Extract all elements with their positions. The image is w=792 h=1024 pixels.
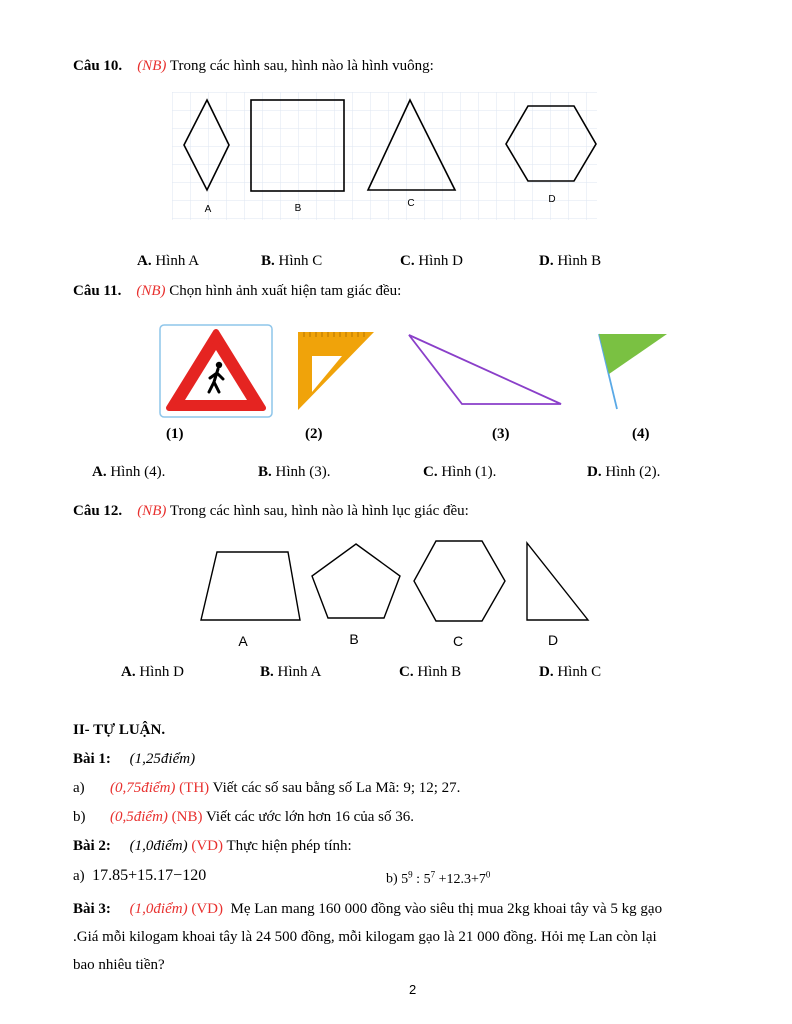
bai2-text: Thực hiện phép tính: xyxy=(226,838,352,854)
q10-level: (NB) xyxy=(137,58,167,74)
bai2-heading xyxy=(73,838,352,855)
q10-option-a[interactable]: A. Hình A xyxy=(137,253,200,269)
q11-fig-label-4: (4) xyxy=(632,426,650,442)
bai2-expression-a: 17.85+15.17−120 xyxy=(92,867,207,884)
q10-option-b[interactable]: B. Hình C xyxy=(261,253,323,269)
bai2-part-b: b) $5^9$ : $5^7 +12.3+7^0$ xyxy=(386,869,491,887)
regular-hexagon-shape xyxy=(414,541,505,621)
bai2-part-a: a) 17.85+15.17−120 xyxy=(73,867,207,884)
q12-label: Câu 12. xyxy=(73,503,123,519)
bai1-heading xyxy=(73,751,195,768)
q12-option-d[interactable]: D. Hình C xyxy=(539,664,602,680)
bai2-label: Bài 2: xyxy=(73,838,111,854)
q10-fig-label-a: A xyxy=(204,204,212,215)
q11-fig-label-3: (3) xyxy=(492,426,510,442)
bai3-level: (VD) xyxy=(191,901,223,917)
q10-text: Trong các hình sau, hình nào là hình vuông: xyxy=(169,58,434,74)
q11-fig-label-1: (1) xyxy=(166,426,184,442)
bai3-points: (1,0điểm) xyxy=(129,901,188,917)
q10-fig-label-c: C xyxy=(407,198,415,209)
page-number: 2 xyxy=(409,982,417,997)
bai3-line3: bao nhiêu tiền? xyxy=(73,957,165,973)
bai1-part-a-content: (0,75điểm) (TH) Viết các số sau bằng số La Mã: 9; 12; 27. xyxy=(110,780,461,796)
q12-fig-label-b: B xyxy=(349,631,359,647)
q11-option-b[interactable]: B. Hình (3). xyxy=(258,464,331,480)
bai1-part-a: a) xyxy=(73,780,85,796)
q12-fig-label-c: C xyxy=(452,633,464,649)
q10-option-c[interactable]: C. Hình D xyxy=(400,253,463,269)
q11-text: Chọn hình ảnh xuất hiện tam giác đều: xyxy=(169,283,402,299)
q12-figure xyxy=(200,538,600,658)
q12-level: (NB) xyxy=(137,503,167,519)
set-square-ruler-icon xyxy=(296,330,376,412)
section-heading: II- TỰ LUẬN. xyxy=(73,722,166,738)
q10-label: Câu 10. xyxy=(73,58,123,74)
q12-option-b[interactable]: B. Hình A xyxy=(260,664,322,680)
q10-heading xyxy=(73,58,434,75)
q12-heading xyxy=(73,503,469,520)
q12-fig-label-d: D xyxy=(547,632,559,648)
bai1-points: (1,25điểm) xyxy=(129,751,196,767)
right-triangle-shape xyxy=(527,543,588,620)
q12-fig-label-a: A xyxy=(238,633,248,649)
pentagon-shape xyxy=(312,544,400,618)
bai2-expression-b: $5^9$ : $5^7 +12.3+7^0$ xyxy=(401,869,491,887)
q11-heading xyxy=(73,283,401,300)
q10-figure xyxy=(172,92,602,222)
obtuse-triangle-shape xyxy=(406,332,566,412)
q11-option-d[interactable]: D. Hình (2). xyxy=(587,464,661,480)
q10-option-d[interactable]: D. Hình B xyxy=(539,253,602,269)
q10-fig-label-b: B xyxy=(294,203,302,214)
bai1-label: Bài 1: xyxy=(73,751,111,767)
trapezoid-shape xyxy=(201,552,300,620)
q10-fig-label-d: D xyxy=(548,194,556,205)
q11-option-a[interactable]: A. Hình (4). xyxy=(92,464,166,480)
q11-fig-label-2: (2) xyxy=(305,426,323,442)
q12-option-c[interactable]: C. Hình B xyxy=(399,664,462,680)
q11-option-c[interactable]: C. Hình (1). xyxy=(423,464,497,480)
bai1-part-b: b) xyxy=(73,809,86,825)
bai3-line2: .Giá mỗi kilogam khoai tây là 24 500 đồng, mỗi kilogam gạo là 21 000 đồng. Hỏi mẹ Lan còn lại xyxy=(73,929,657,945)
bai3-line1: Bài 3: (1,0điểm) (VD) Mẹ Lan mang 160 000 đồng vào siêu thị mua 2kg khoai tây và 5 kg gạo xyxy=(73,901,663,917)
q12-option-a[interactable]: A. Hình D xyxy=(121,664,184,680)
q11-label: Câu 11. xyxy=(73,283,122,299)
bai2-points: (1,0điểm) xyxy=(129,838,188,854)
green-flag-shape xyxy=(595,330,671,412)
bai2-level: (VD) xyxy=(191,838,223,854)
bai3-label: Bài 3: xyxy=(73,901,111,917)
q11-level: (NB) xyxy=(136,283,166,299)
bai1-part-b-content: (0,5điểm) (NB) Viết các ước lớn hơn 16 của số 36. xyxy=(110,809,415,825)
pedestrian-warning-sign-icon xyxy=(159,324,273,418)
q12-text: Trong các hình sau, hình nào là hình lục giác đều: xyxy=(169,503,469,519)
